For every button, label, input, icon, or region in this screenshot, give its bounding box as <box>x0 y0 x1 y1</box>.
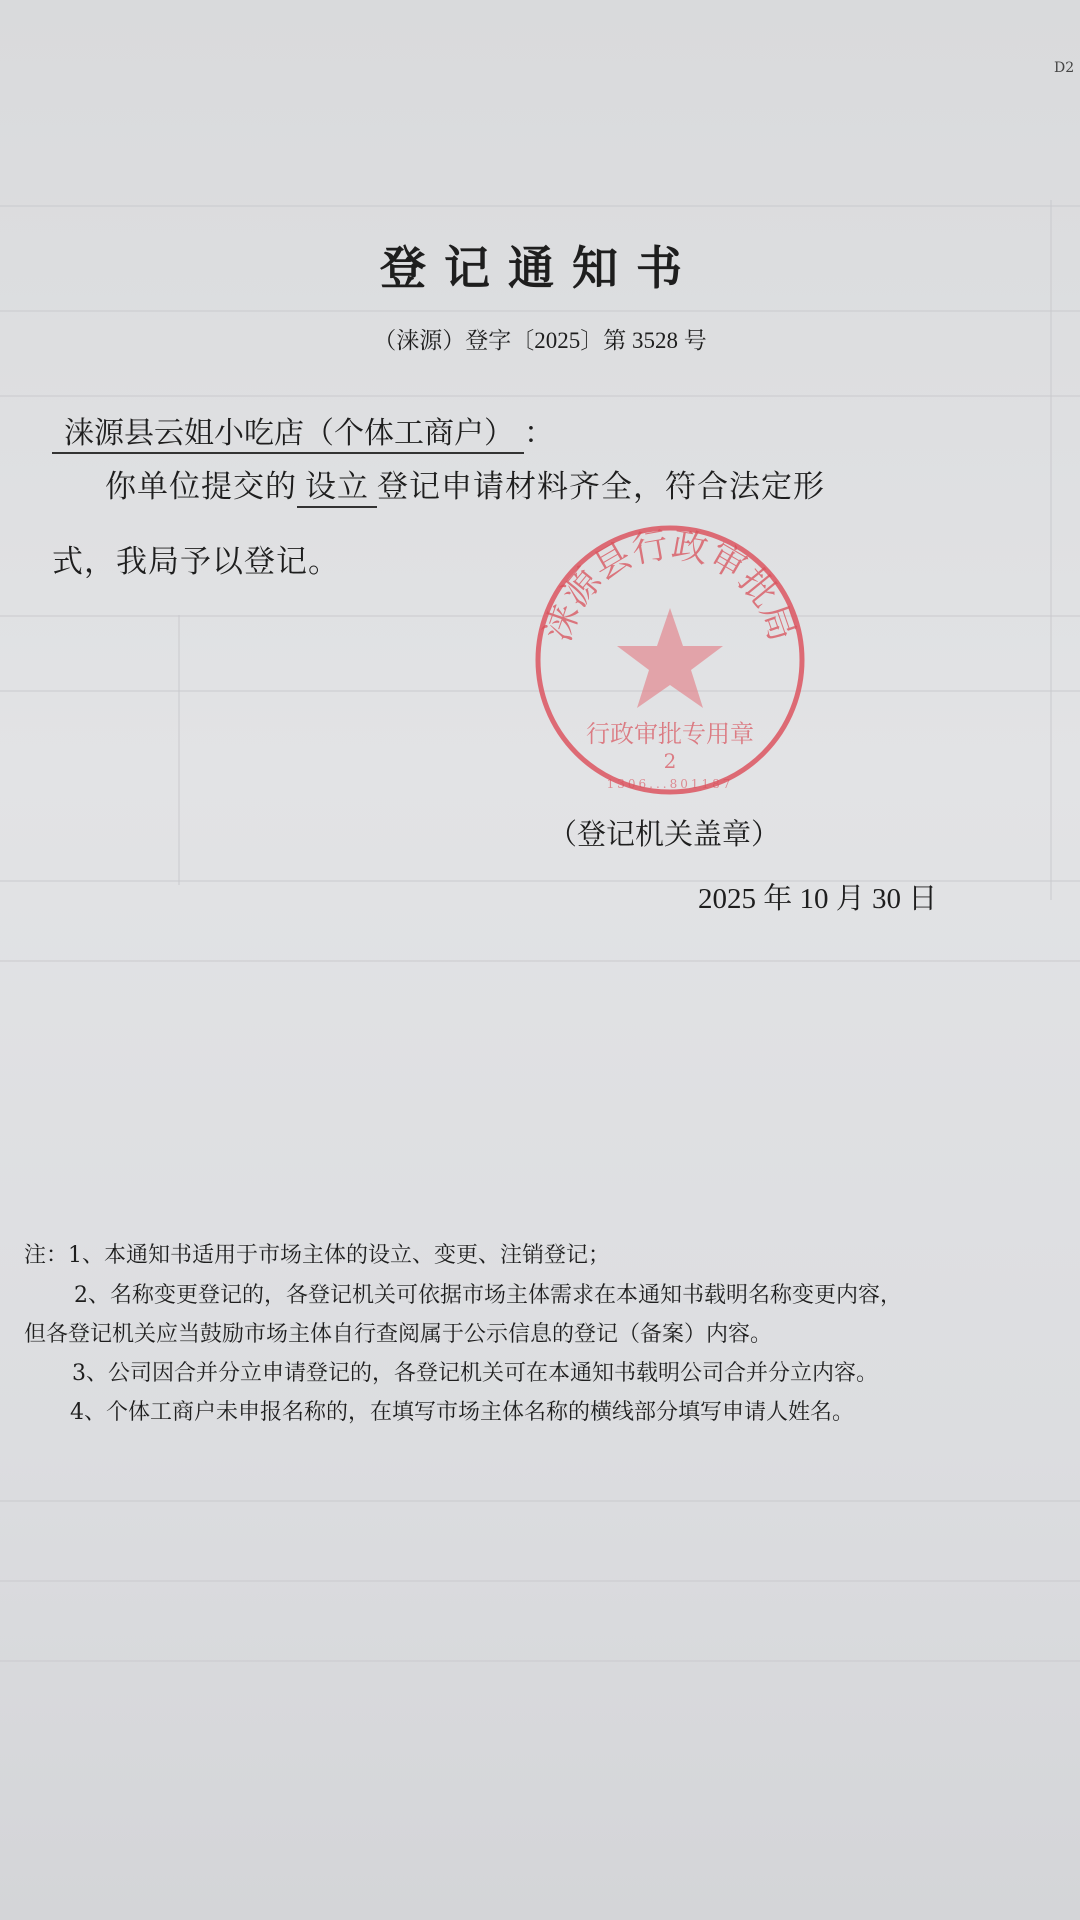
note-4: 4、个体工商户未申报名称的，在填写市场主体名称的横线部分填写申请人姓名。 <box>70 1400 854 1425</box>
bleed-through-line <box>0 310 1080 312</box>
bleed-through-line <box>0 1580 1080 1582</box>
seal-ring-text: 涞源县行政审批局 <box>537 524 803 647</box>
bleed-through-line <box>1050 200 1052 900</box>
note-2-continued: 但各登记机关应当鼓励市场主体自行查阅属于公示信息的登记（备案）内容。 <box>24 1322 773 1347</box>
recipient-suffix: ： <box>524 416 554 451</box>
document-number: （涞源）登字〔2025〕第 3528 号 <box>373 328 707 353</box>
issue-date: 2025 年 10 月 30 日 <box>698 883 938 915</box>
seal-code: 1306...801187 <box>606 777 734 791</box>
official-seal <box>530 520 810 800</box>
bleed-through-line <box>0 1660 1080 1662</box>
body-suffix: 登记申请材料齐全，符合法定形 <box>377 469 825 505</box>
body-prefix: 你单位提交的 <box>105 469 297 505</box>
recipient-name: 涞源县云姐小吃店（个体工商户） <box>52 408 524 454</box>
note-3: 3、公司因合并分立申请登记的，各登记机关可在本通知书载明公司合并分立内容。 <box>72 1361 878 1386</box>
bleed-through-line <box>0 395 1080 397</box>
recipient-line <box>52 408 554 454</box>
seal-index: 2 <box>663 749 677 773</box>
bleed-through-line <box>0 205 1080 207</box>
corner-mark: D2 <box>1054 60 1075 76</box>
seal-center-text: 行政审批专用章 <box>586 720 754 748</box>
body-line-1 <box>105 461 825 508</box>
bleed-through-line <box>0 960 1080 962</box>
bleed-through-line <box>178 615 180 885</box>
bleed-through-line <box>0 1500 1080 1502</box>
registration-type: 设立 <box>297 461 377 508</box>
note-1: 注：1、本通知书适用于市场主体的设立、变更、注销登记； <box>24 1243 610 1268</box>
stamp-label: （登记机关盖章） <box>548 817 781 851</box>
note-2: 2、名称变更登记的，各登记机关可依据市场主体需求在本通知书载明名称变更内容， <box>74 1283 902 1308</box>
seal-star-icon <box>617 608 723 708</box>
document-title: 登记通知书 <box>380 241 700 295</box>
body-line-2: 式，我局予以登记。 <box>52 544 340 580</box>
